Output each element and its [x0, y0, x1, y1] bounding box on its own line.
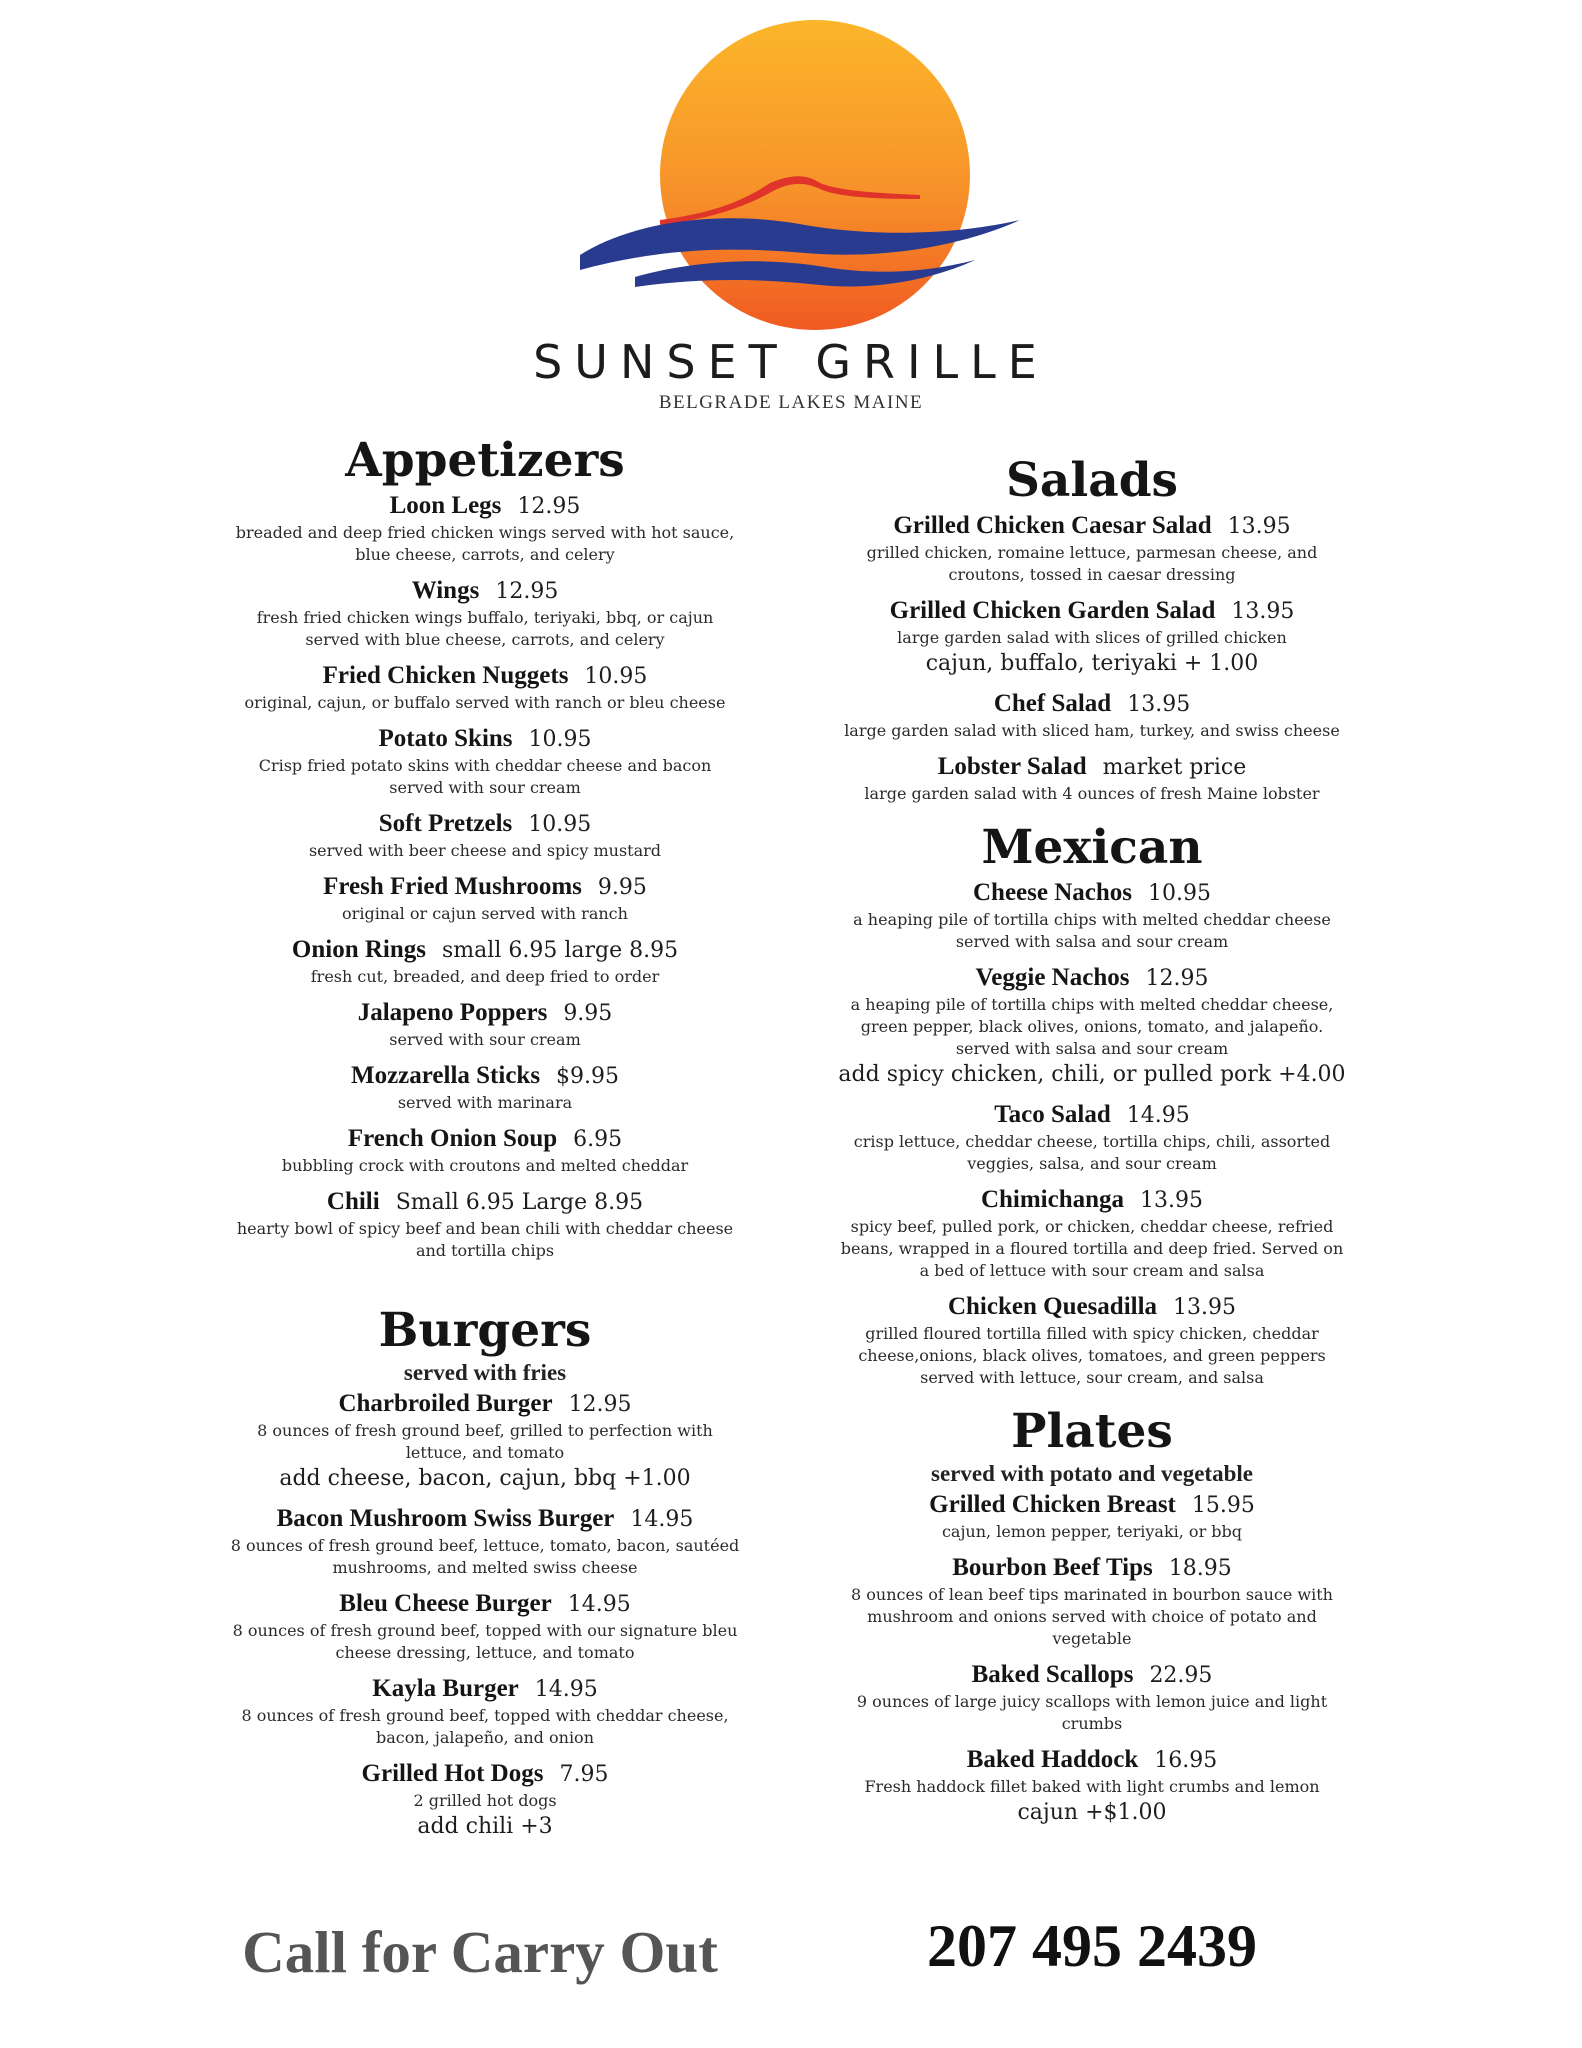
section-title: Mexican — [981, 820, 1203, 875]
menu-item — [812, 877, 1372, 953]
item-description: cheese dressing, lettuce, and tomato — [335, 1643, 635, 1662]
item-price: 14.95 — [1126, 1103, 1190, 1128]
item-price: 10.95 — [584, 664, 648, 689]
item-addon: add spicy chicken, chili, or pulled pork +4.00 — [838, 1062, 1346, 1087]
item-description: 2 grilled hot dogs — [413, 1791, 557, 1810]
item-name: Grilled Chicken Garden Salad — [889, 597, 1216, 624]
menu-item — [205, 660, 765, 714]
menu-item-header — [812, 1744, 1372, 1776]
menu-item-header — [812, 1552, 1372, 1584]
item-description: served with beer cheese and spicy mustard — [308, 841, 662, 860]
menu-item — [205, 1388, 765, 1494]
item-description: breaded and deep fried chicken wings served with hot sauce, — [235, 523, 735, 542]
item-description: grilled floured tortilla filled with spicy chicken, cheddar — [865, 1324, 1319, 1343]
menu-item — [812, 1184, 1372, 1282]
item-name: Fried Chicken Nuggets — [322, 662, 569, 689]
item-name: Chimichanga — [980, 1186, 1125, 1213]
menu-item-header — [205, 490, 765, 522]
menu-item-header — [205, 808, 765, 840]
item-description: veggies, salsa, and sour cream — [967, 1154, 1217, 1173]
item-description: 8 ounces of fresh ground beef, lettuce, tomato, bacon, sautéed — [230, 1536, 740, 1555]
item-description: croutons, tossed in caesar dressing — [948, 565, 1236, 584]
item-name: Veggie Nachos — [975, 964, 1130, 991]
menu-item-header — [812, 688, 1372, 720]
menu-item — [205, 1186, 765, 1262]
menu-column-left — [205, 432, 765, 1851]
item-price: 10.95 — [1148, 881, 1211, 906]
menu-item — [205, 997, 765, 1051]
item-description: a heaping pile of tortilla chips with melted cheddar cheese, — [850, 995, 1334, 1014]
item-price: Small 6.95 Large 8.95 — [395, 1190, 644, 1215]
item-addon: cajun +$1.00 — [1017, 1800, 1167, 1825]
menu-item — [205, 1673, 765, 1749]
menu-item-header — [812, 595, 1372, 627]
section-title: Plates — [1011, 1404, 1173, 1459]
item-name: Bourbon Beef Tips — [952, 1554, 1153, 1581]
item-name: Onion Rings — [291, 936, 427, 963]
menu-item-header — [205, 660, 765, 692]
item-price: 13.95 — [1231, 599, 1295, 624]
menu-item-header — [205, 1388, 765, 1420]
item-name: Bacon Mushroom Swiss Burger — [276, 1505, 615, 1532]
menu-item-header — [205, 1503, 765, 1535]
item-description: cheese,onions, black olives, tomatoes, and green peppers — [858, 1346, 1326, 1365]
item-description: served with salsa and sour cream — [955, 1039, 1229, 1058]
menu-item — [812, 1489, 1372, 1543]
item-addon: add cheese, bacon, cajun, bbq +1.00 — [279, 1466, 691, 1491]
item-description: green pepper, black olives, onions, tomato, and jalapeño. — [860, 1017, 1324, 1036]
item-description: a heaping pile of tortilla chips with melted cheddar cheese — [853, 910, 1331, 929]
item-price: 14.95 — [534, 1677, 598, 1702]
menu-item-header — [812, 1099, 1372, 1131]
menu-item — [812, 1099, 1372, 1175]
item-description: large garden salad with slices of grilled chicken — [897, 628, 1287, 647]
item-name: Grilled Hot Dogs — [361, 1760, 544, 1787]
menu-item — [205, 808, 765, 862]
item-description: 9 ounces of large juicy scallops with lemon juice and light — [856, 1692, 1328, 1711]
menu-section-salads — [812, 452, 1372, 805]
menu-item-header — [205, 1588, 765, 1620]
menu-item-header — [812, 1291, 1372, 1323]
item-name: Taco Salad — [994, 1101, 1111, 1128]
item-description: 8 ounces of fresh ground beef, grilled to perfection with — [257, 1421, 713, 1440]
menu-item — [205, 575, 765, 651]
item-description: bacon, jalapeño, and onion — [376, 1728, 594, 1747]
menu-item — [205, 871, 765, 925]
sunset-logo — [575, 15, 1055, 335]
item-description: Crisp fried potato skins with cheddar cheese and bacon — [258, 756, 712, 775]
item-description: mushrooms, and melted swiss cheese — [332, 1558, 638, 1577]
item-price: 12.95 — [568, 1392, 632, 1417]
menu-item-header — [205, 934, 765, 966]
item-name: Fresh Fried Mushrooms — [323, 873, 582, 900]
item-name: Mozzarella Sticks — [350, 1062, 541, 1089]
item-name: Grilled Chicken Caesar Salad — [893, 512, 1212, 539]
menu-item-header — [812, 1184, 1372, 1216]
item-name: Kayla Burger — [372, 1675, 519, 1702]
menu-item-header — [205, 1758, 765, 1790]
item-description: a bed of lettuce with sour cream and salsa — [919, 1261, 1265, 1280]
menu-section-burgers — [205, 1302, 765, 1842]
menu-item — [812, 595, 1372, 679]
item-addon: cajun, buffalo, teriyaki + 1.00 — [925, 651, 1259, 676]
item-description: fresh fried chicken wings buffalo, teriyaki, bbq, or cajun — [256, 608, 714, 627]
item-price: 13.95 — [1140, 1188, 1204, 1213]
item-price: $9.95 — [556, 1064, 620, 1089]
item-description: 8 ounces of fresh ground beef, topped with cheddar cheese, — [241, 1706, 729, 1725]
item-name: Chef Salad — [993, 690, 1112, 717]
menu-item — [205, 723, 765, 799]
brand-name: SUNSET GRILLE — [533, 335, 1049, 389]
item-description: served with salsa and sour cream — [955, 932, 1229, 951]
menu-item — [812, 1552, 1372, 1650]
item-description: original or cajun served with ranch — [342, 904, 628, 923]
menu-item — [205, 1588, 765, 1664]
menu-item-header — [205, 1060, 765, 1092]
item-name: French Onion Soup — [347, 1125, 558, 1152]
menu-item — [205, 1123, 765, 1177]
phone-number: 207 495 2439 — [927, 1913, 1257, 1979]
menu-item — [812, 510, 1372, 586]
item-name: Bleu Cheese Burger — [339, 1590, 552, 1617]
item-description: served with blue cheese, carrots, and celery — [305, 630, 665, 649]
menu-section-appetizers — [205, 432, 765, 1262]
menu-item-header — [812, 877, 1372, 909]
item-addon: add chili +3 — [417, 1814, 553, 1839]
item-name: Baked Scallops — [971, 1661, 1134, 1688]
item-description: beans, wrapped in a floured tortilla and deep fried. Served on — [840, 1239, 1344, 1258]
item-name: Chicken Quesadilla — [947, 1293, 1158, 1320]
menu-item — [812, 1291, 1372, 1389]
carry-out-label: Call for Carry Out — [242, 1919, 718, 1985]
item-price: small 6.95 large 8.95 — [442, 938, 679, 963]
item-description: and tortilla chips — [415, 1241, 555, 1260]
menu-section-mexican — [812, 819, 1372, 1389]
menu-item-header — [812, 510, 1372, 542]
item-name: Chili — [326, 1188, 380, 1215]
item-description: vegetable — [1052, 1629, 1132, 1648]
item-description: served with lettuce, sour cream, and salsa — [920, 1368, 1264, 1387]
item-price: 13.95 — [1127, 692, 1191, 717]
item-name: Jalapeno Poppers — [357, 999, 548, 1026]
item-price: 12.95 — [495, 579, 559, 604]
section-title: Burgers — [378, 1303, 592, 1358]
item-name: Grilled Chicken Breast — [929, 1491, 1176, 1518]
item-description: 8 ounces of lean beef tips marinated in bourbon sauce with — [851, 1585, 1333, 1604]
item-price: 10.95 — [528, 727, 592, 752]
item-description: lettuce, and tomato — [405, 1443, 565, 1462]
menu-item — [812, 1659, 1372, 1735]
menu-item-header — [812, 962, 1372, 994]
brand-location: BELGRADE LAKES MAINE — [658, 392, 924, 413]
item-description: blue cheese, carrots, and celery — [355, 545, 615, 564]
item-price: 10.95 — [528, 812, 592, 837]
item-description: grilled chicken, romaine lettuce, parmesan cheese, and — [866, 543, 1318, 562]
item-description: bubbling crock with croutons and melted cheddar — [281, 1156, 689, 1175]
item-price: 7.95 — [559, 1762, 609, 1787]
item-price: 6.95 — [573, 1127, 623, 1152]
item-description: large garden salad with 4 ounces of fresh Maine lobster — [864, 784, 1320, 803]
item-price: 9.95 — [563, 1001, 613, 1026]
item-price: 12.95 — [1145, 966, 1209, 991]
item-description: Fresh haddock fillet baked with light crumbs and lemon — [864, 1777, 1320, 1796]
menu-item — [205, 490, 765, 566]
item-description: spicy beef, pulled pork, or chicken, cheddar cheese, refried — [850, 1217, 1334, 1236]
item-description: cajun, lemon pepper, teriyaki, or bbq — [941, 1522, 1243, 1541]
menu-item — [205, 1758, 765, 1842]
menu-item-header — [205, 1186, 765, 1218]
item-description: served with sour cream — [389, 778, 581, 797]
menu-item-header — [205, 1673, 765, 1705]
item-price: 13.95 — [1173, 1295, 1237, 1320]
item-price: 16.95 — [1154, 1748, 1218, 1773]
menu-item-header — [205, 1123, 765, 1155]
menu-item — [812, 1744, 1372, 1828]
menu-item-header — [205, 575, 765, 607]
item-description: mushroom and onions served with choice of potato and — [867, 1607, 1317, 1626]
item-description: served with sour cream — [389, 1030, 581, 1049]
item-name: Lobster Salad — [937, 753, 1087, 780]
menu-item-header — [812, 1659, 1372, 1691]
item-description: large garden salad with sliced ham, turkey, and swiss cheese — [844, 721, 1340, 740]
menu-section-plates — [812, 1403, 1372, 1828]
menu-item — [205, 1060, 765, 1114]
menu-item — [812, 751, 1372, 805]
item-description: crisp lettuce, cheddar cheese, tortilla chips, chili, assorted — [853, 1132, 1331, 1151]
menu-item-header — [205, 997, 765, 1029]
menu-item — [812, 688, 1372, 742]
menu-item-header — [205, 871, 765, 903]
item-description: crumbs — [1061, 1714, 1123, 1733]
item-name: Cheese Nachos — [973, 879, 1133, 906]
item-name: Potato Skins — [378, 725, 513, 752]
item-description: 8 ounces of fresh ground beef, topped with our signature bleu — [232, 1621, 738, 1640]
menu-item — [205, 934, 765, 988]
section-note: served with fries — [403, 1360, 567, 1385]
item-price: 15.95 — [1191, 1493, 1255, 1518]
item-price: 13.95 — [1227, 514, 1291, 539]
item-description: served with marinara — [397, 1093, 573, 1112]
item-price: 14.95 — [630, 1507, 694, 1532]
menu-column-right — [812, 452, 1372, 1837]
menu-item — [205, 1503, 765, 1579]
item-price: 22.95 — [1149, 1663, 1213, 1688]
item-description: hearty bowl of spicy beef and bean chili with cheddar cheese — [236, 1219, 734, 1238]
section-note: served with potato and vegetable — [931, 1461, 1253, 1486]
menu-item-header — [205, 723, 765, 755]
section-title: Appetizers — [345, 433, 625, 488]
item-price: 14.95 — [567, 1592, 631, 1617]
item-price: 9.95 — [597, 875, 647, 900]
menu-item-header — [812, 1489, 1372, 1521]
section-title: Salads — [1005, 453, 1179, 508]
item-description: fresh cut, breaded, and deep fried to order — [310, 967, 660, 986]
item-price: 12.95 — [517, 494, 581, 519]
menu-item-header — [812, 751, 1372, 783]
item-name: Soft Pretzels — [378, 810, 513, 837]
item-name: Charbroiled Burger — [338, 1390, 553, 1417]
menu-item — [812, 962, 1372, 1090]
item-description: original, cajun, or buffalo served with ranch or bleu cheese — [244, 693, 726, 712]
item-price: 18.95 — [1168, 1556, 1232, 1581]
item-price: market price — [1102, 755, 1247, 780]
item-name: Wings — [411, 577, 480, 604]
item-name: Baked Haddock — [966, 1746, 1139, 1773]
item-name: Loon Legs — [389, 492, 502, 519]
